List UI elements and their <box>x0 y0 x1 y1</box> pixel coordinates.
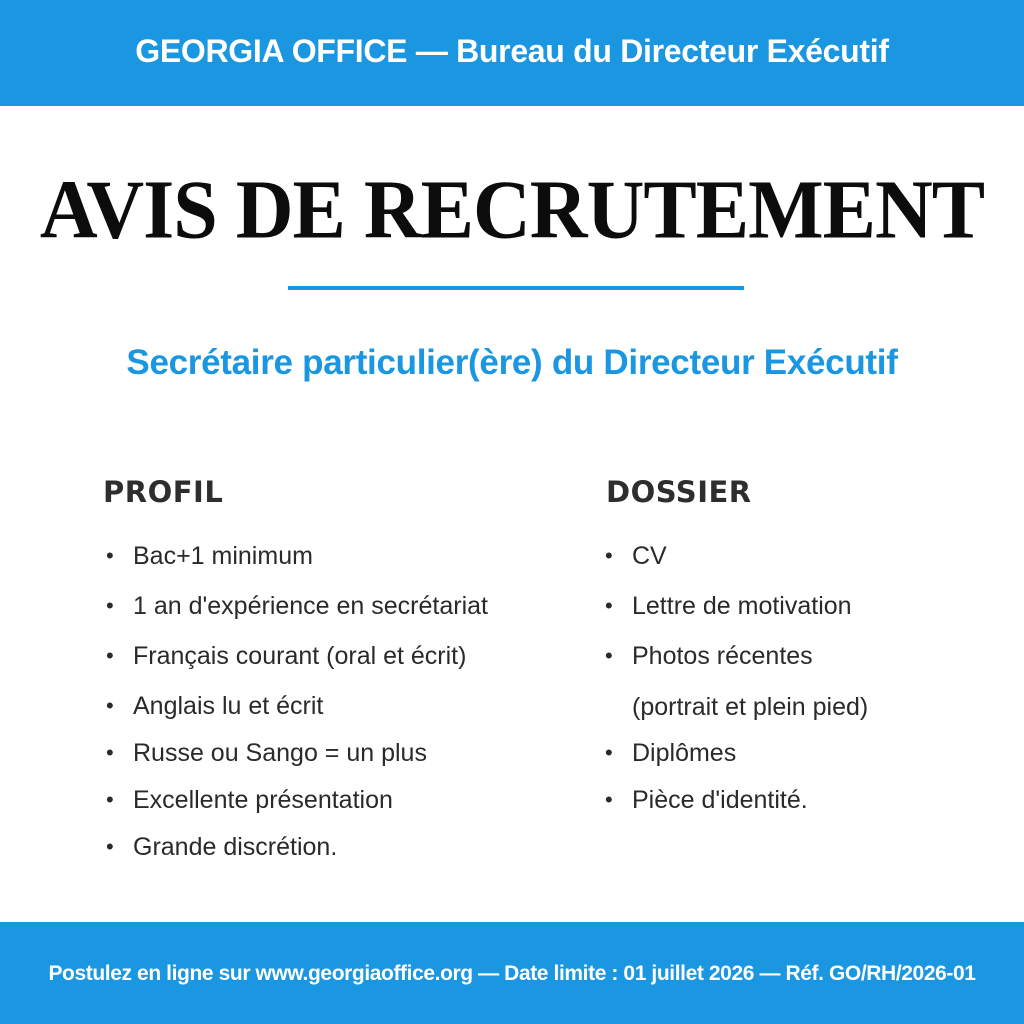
footer-banner-text: Postulez en ligne sur www.georgiaoffice.org — Date limite : 01 juillet 2026 — Réf. GO/RH/2026-01 <box>48 962 976 985</box>
bullet-icon: • <box>106 740 114 765</box>
bullet-icon: • <box>106 834 114 859</box>
bullet-icon: • <box>106 593 114 618</box>
bullet-icon: • <box>106 787 114 812</box>
bullet-icon: • <box>106 693 114 718</box>
bullet-icon: • <box>106 543 114 568</box>
footer-banner <box>0 922 1024 1024</box>
bullet-icon: • <box>605 643 613 668</box>
bullet-icon: • <box>605 787 613 812</box>
dossier-list <box>603 538 1003 832</box>
dossier-item-text: Pièce d'identité. <box>632 786 808 814</box>
bullet-icon: • <box>605 543 613 568</box>
dossier-heading: DOSSIER <box>606 475 752 509</box>
list-item <box>104 829 524 865</box>
dossier-item-text: Diplômes <box>632 739 737 767</box>
title-underline <box>288 286 744 290</box>
list-item <box>104 688 524 724</box>
header-banner <box>0 0 1024 106</box>
profil-item-text: Grande discrétion. <box>133 833 338 861</box>
header-banner-text: GEORGIA OFFICE — Bureau du Directeur Exécutif <box>135 32 889 69</box>
list-item <box>104 638 524 674</box>
dossier-item-text: CV <box>632 542 667 570</box>
dossier-item-text: Photos récentes <box>632 642 813 670</box>
list-item <box>104 588 524 624</box>
profil-item-text: Français courant (oral et écrit) <box>133 642 467 670</box>
notice-title: AVIS DE RECRUTEMENT <box>39 163 985 257</box>
profil-list <box>104 538 524 879</box>
list-item <box>603 782 1003 818</box>
profil-item-text: Bac+1 minimum <box>133 542 313 570</box>
profil-heading: PROFIL <box>103 475 224 509</box>
photos-note: (portrait et plein pied) <box>632 693 869 721</box>
list-item <box>603 538 1003 574</box>
list-item <box>603 638 1003 674</box>
list-item <box>603 588 1003 624</box>
list-item <box>104 538 524 574</box>
profil-item-text: Anglais lu et écrit <box>133 692 324 720</box>
profil-item-text: 1 an d'expérience en secrétariat <box>133 592 488 620</box>
list-item <box>104 782 524 818</box>
profil-item-text: Excellente présentation <box>133 786 393 814</box>
bullet-icon: • <box>106 643 114 668</box>
list-item <box>603 735 1003 771</box>
position-title: Secrétaire particulier(ère) du Directeur Exécutif <box>126 343 898 382</box>
profil-item-text: Russe ou Sango = un plus <box>133 739 427 767</box>
bullet-icon: • <box>605 740 613 765</box>
bullet-icon: • <box>605 593 613 618</box>
list-item <box>104 735 524 771</box>
dossier-item-text: Lettre de motivation <box>632 592 852 620</box>
